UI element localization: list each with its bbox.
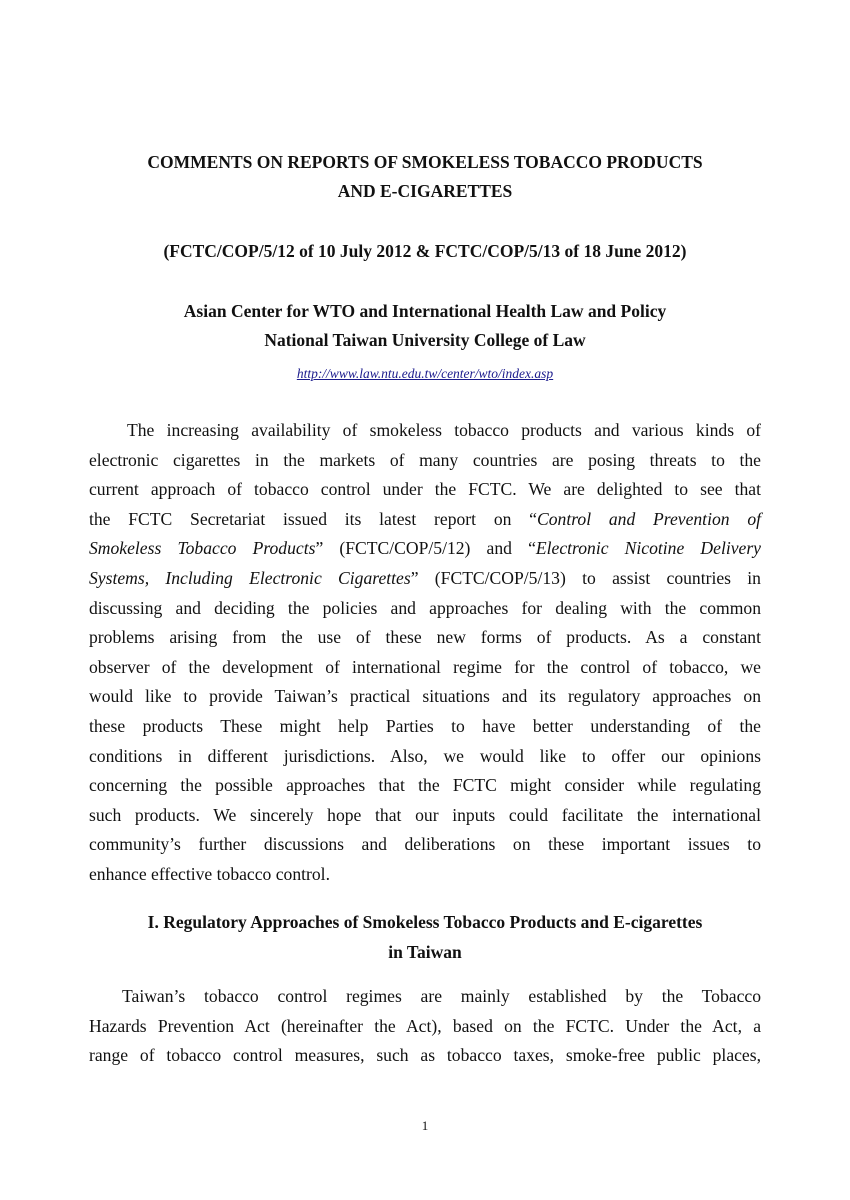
page-number: 1: [421, 1118, 429, 1133]
paragraph-line: enhance effective tobacco control.: [89, 863, 330, 884]
organization-name: Asian Center for WTO and International Health Law and Policy: [183, 301, 667, 321]
paragraph-line: observer of the development of international regime for the control of tobacco, we: [89, 656, 761, 677]
title-line-2: AND E-CIGARETTES: [337, 181, 513, 201]
organization-url-link[interactable]: http://www.law.ntu.edu.tw/center/wto/index.asp: [296, 366, 554, 381]
paragraph-line: electronic cigarettes in the markets of many countries are posing threats to the: [89, 449, 761, 470]
paragraph-line: [89, 564, 761, 594]
title-line-1: COMMENTS ON REPORTS OF SMOKELESS TOBACCO PRODUCTS: [147, 152, 703, 172]
paragraph-line: conditions in different jurisdictions. Also, we would like to offer our opinions: [89, 745, 761, 766]
report-title-italic: Electronic Nicotine Delivery: [535, 538, 761, 559]
section-heading: [0, 907, 850, 967]
paragraph-line: Taiwan’s tobacco control regimes are mainly established by the Tobacco: [122, 986, 761, 1006]
paragraph-line: these products These might help Parties to have better understanding of the: [89, 715, 761, 736]
paragraph-line: would like to provide Taiwan’s practical situations and its regulatory approaches on: [89, 686, 761, 707]
paragraph-line: problems arising from the use of these new forms of products. As a constant: [89, 627, 761, 648]
paragraph-line: Hazards Prevention Act (hereinafter the Act), based on the FCTC. Under the Act, a: [89, 1015, 761, 1036]
report-title-italic: Smokeless Tobacco Products: [89, 538, 316, 559]
text-run: ” (FCTC/COP/5/13) to assist countries in: [410, 567, 761, 588]
report-title-italic: Systems, Including Electronic Cigarettes: [89, 567, 411, 588]
report-title-italic: Control and Prevention of: [537, 508, 762, 529]
paragraph-line: The increasing availability of smokeless tobacco products and various kinds of: [127, 420, 761, 440]
organization-college: National Taiwan University College of Law: [264, 330, 586, 350]
section-heading-line-1: I. Regulatory Approaches of Smokeless Tobacco Products and E-cigarettes: [147, 912, 703, 932]
section-paragraph: [89, 982, 761, 1071]
paragraph-line: discussing and deciding the policies and approaches for dealing with the common: [89, 597, 761, 618]
text-run: the FCTC Secretariat issued its latest report on “: [89, 508, 537, 529]
paragraph-line: community’s further discussions and deliberations on these important issues to: [89, 834, 761, 855]
intro-paragraph: [89, 416, 761, 890]
paragraph-line: range of tobacco control measures, such as tobacco taxes, smoke-free public places,: [89, 1045, 761, 1066]
paragraph-line: such products. We sincerely hope that our inputs could facilitate the international: [89, 804, 761, 825]
document-title: [0, 148, 850, 206]
section-heading-line-2: in Taiwan: [388, 942, 462, 962]
paragraph-line: [89, 534, 761, 564]
paragraph-line: concerning the possible approaches that the FCTC might consider while regulating: [89, 775, 761, 796]
document-reference: (FCTC/COP/5/12 of 10 July 2012 & FCTC/COP/5/13 of 18 June 2012): [163, 241, 687, 261]
text-run: ” (FCTC/COP/5/12) and “: [315, 538, 536, 559]
paragraph-line: [89, 505, 761, 535]
paragraph-line: current approach of tobacco control under the FCTC. We are delighted to see that: [89, 479, 761, 500]
organization-block: [0, 297, 850, 355]
